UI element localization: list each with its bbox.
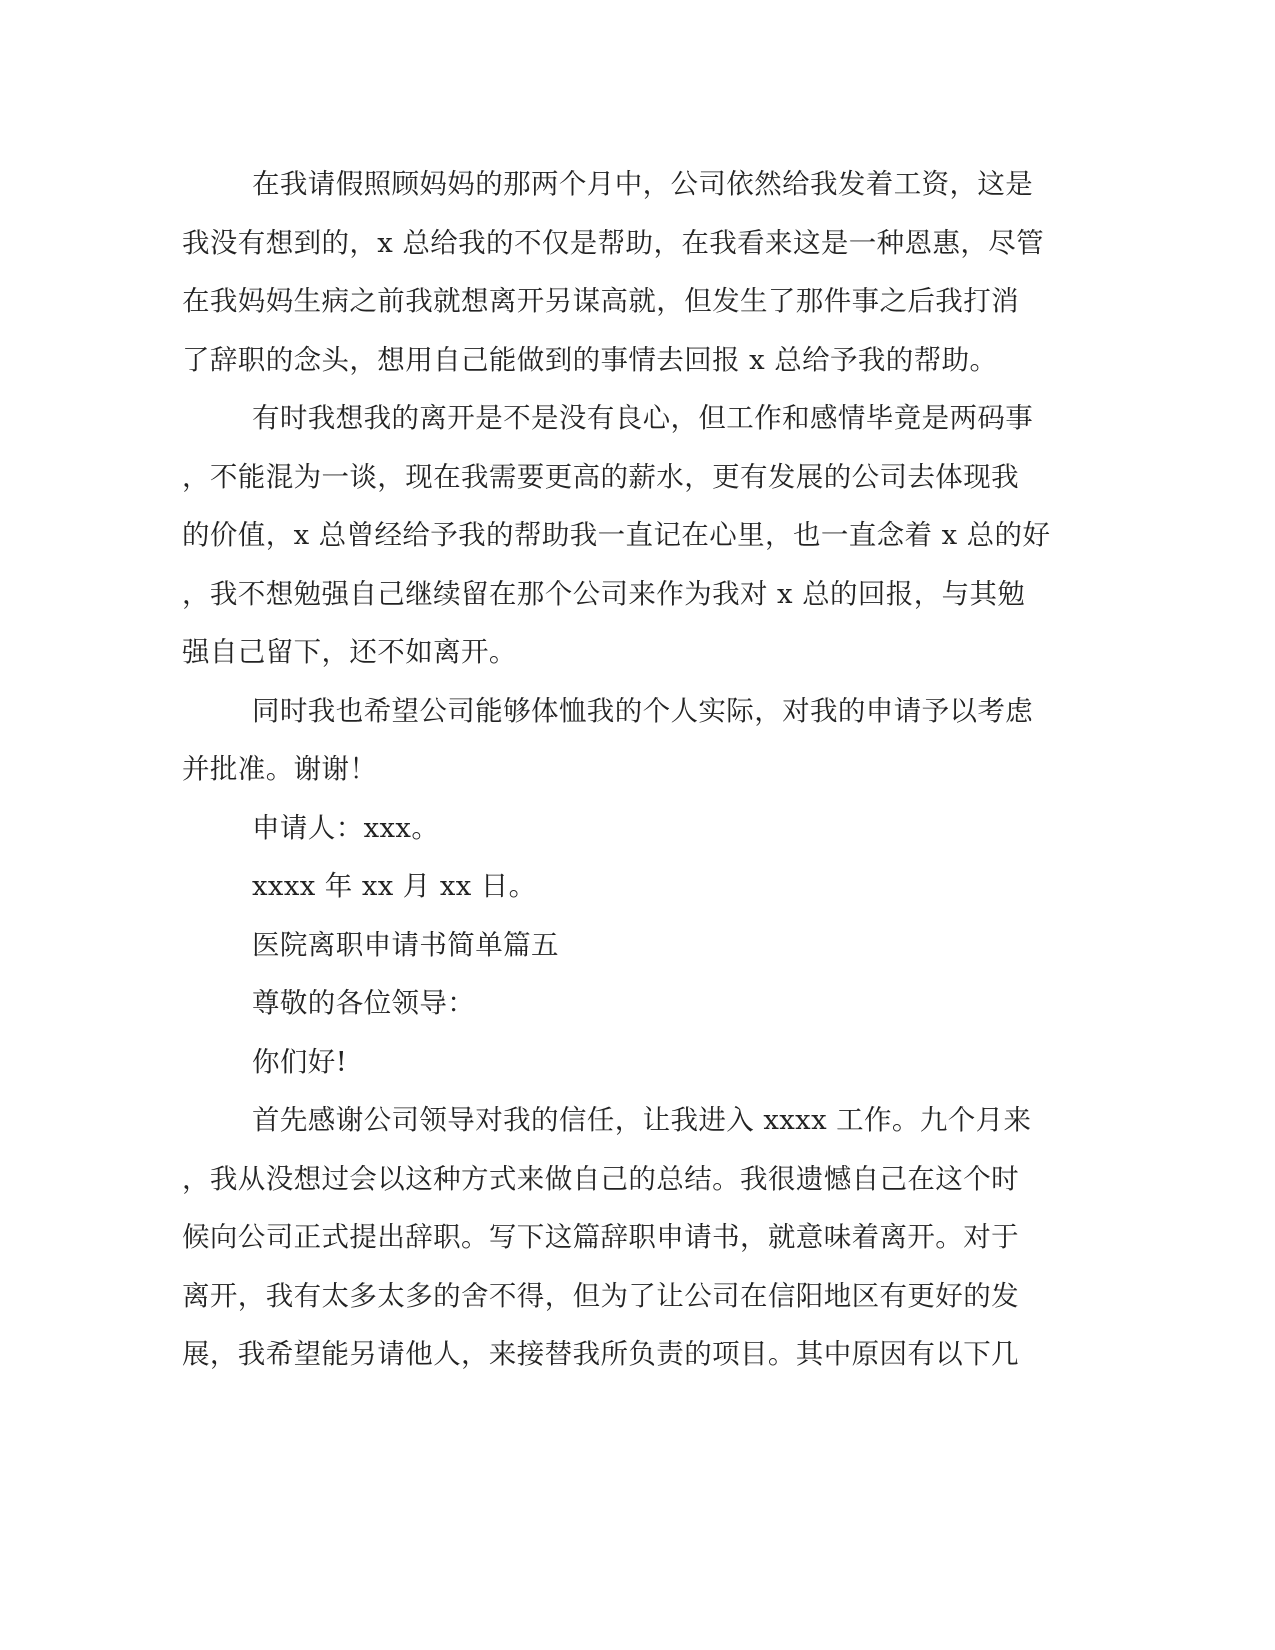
text-line: 有时我想我的离开是不是没有良心，但工作和感情毕竟是两码事 xyxy=(252,402,1034,434)
salutation: 尊敬的各位领导： xyxy=(252,987,476,1019)
text-line: 展，我希望能另请他人，来接替我所负责的项目。其中原因有以下几 xyxy=(182,1338,1019,1370)
text-line: 在我妈妈生病之前我就想离开另谋高就，但发生了那件事之后我打消 xyxy=(182,285,1019,317)
text-line: 强自己留下，还不如离开。 xyxy=(182,636,517,668)
text-line: 并批准。谢谢！ xyxy=(182,753,378,785)
text-line: 我没有想到的，x 总给我的不仅是帮助，在我看来这是一种恩惠，尽管 xyxy=(182,226,1045,259)
text-line: 在我请假照顾妈妈的那两个月中，公司依然给我发着工资，这是 xyxy=(252,168,1034,200)
text-line: 离开，我有太多太多的舍不得，但为了让公司在信阳地区有更好的发 xyxy=(182,1279,1019,1312)
greeting: 你们好! xyxy=(252,1045,348,1078)
document-body xyxy=(182,155,1051,1384)
text-line: ，我从没想过会以这种方式来做自己的总结。我很遗憾自己在这个时 xyxy=(182,1162,1019,1195)
text-line: 了辞职的念头，想用自己能做到的事情去回报 x 总给予我的帮助。 xyxy=(182,343,998,376)
section-heading: 医院离职申请书简单篇五 xyxy=(252,928,559,961)
text-line: 的价值，x 总曾经给予我的帮助我一直记在心里，也一直念着 x 总的好 xyxy=(182,519,1051,551)
text-line: 首先感谢公司领导对我的信任，让我进入 xxxx 工作。九个月来 xyxy=(252,1104,1032,1136)
text-line: 同时我也希望公司能够体恤我的个人实际，对我的申请予以考虑 xyxy=(252,694,1034,727)
applicant-line: 申请人：xxx。 xyxy=(252,811,440,844)
text-line: 候向公司正式提出辞职。写下这篇辞职申请书，就意味着离开。对于 xyxy=(182,1221,1019,1253)
text-line: ，我不想勉强自己继续留在那个公司来作为我对 x 总的回报，与其勉 xyxy=(182,577,1026,610)
date-line: xxxx 年 xx 月 xx 日。 xyxy=(252,870,537,902)
text-line: ，不能混为一谈，现在我需要更高的薪水，更有发展的公司去体现我 xyxy=(182,460,1019,493)
